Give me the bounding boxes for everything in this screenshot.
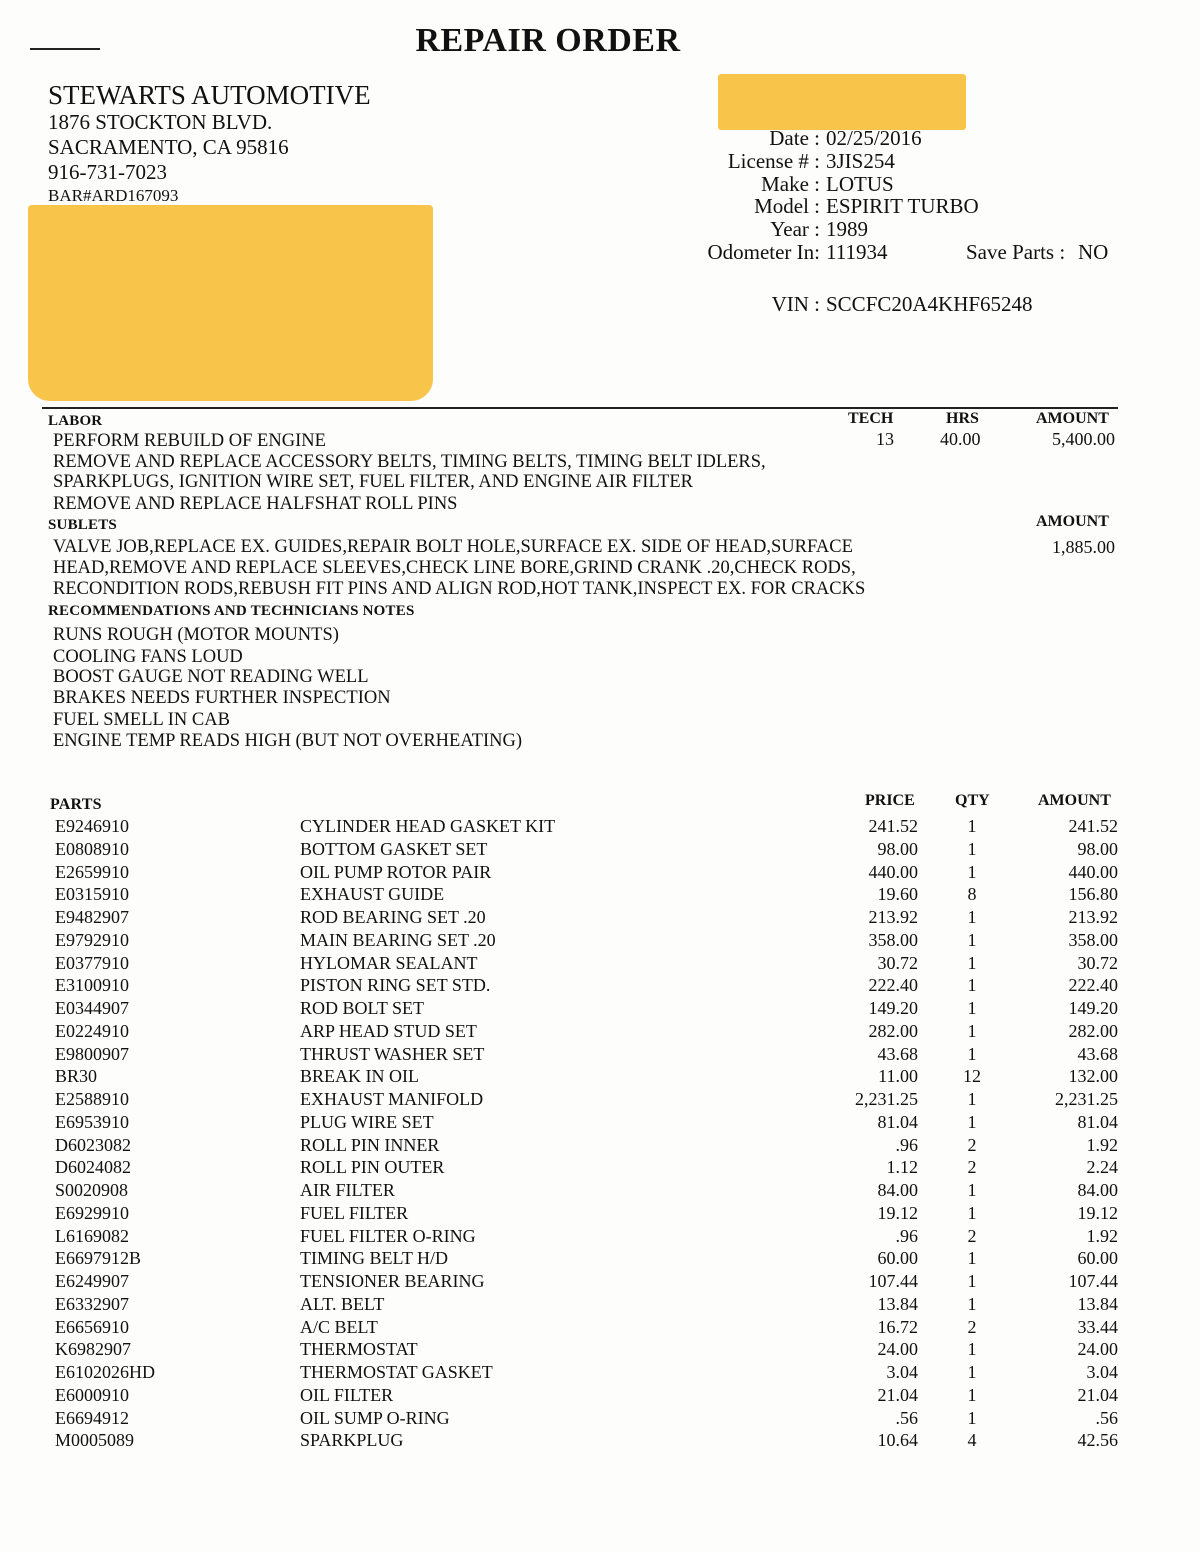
part-qty: 1 (967, 816, 977, 836)
part-price: 43.68 (877, 1043, 918, 1064)
part-qty: 8 (967, 884, 977, 905)
part-price: 13.84 (877, 1293, 918, 1314)
note-line: FUEL SMELL IN CAB (53, 710, 230, 730)
page-title: REPAIR ORDER (415, 22, 681, 59)
part-description: ROLL PIN INNER (300, 1134, 440, 1155)
part-description: ROD BOLT SET (300, 998, 425, 1018)
part-price: 98.00 (877, 838, 918, 859)
part-qty: 4 (967, 1430, 977, 1451)
part-description: PISTON RING SET STD. (300, 975, 491, 996)
part-amount: 241.52 (1068, 816, 1118, 836)
parts-row (0, 998, 1200, 1021)
parts-row (0, 1362, 1200, 1385)
part-description: OIL PUMP ROTOR PAIR (300, 861, 492, 882)
part-qty: 1 (967, 1407, 977, 1428)
part-price: 282.00 (868, 1020, 918, 1041)
part-number: E9792910 (55, 929, 129, 950)
parts-row (0, 1021, 1200, 1044)
shop-address-1: 1876 STOCKTON BLVD. (48, 110, 273, 134)
vin-label: VIN : (771, 292, 820, 316)
parts-row (0, 1044, 1200, 1067)
license-value: 3JIS254 (826, 149, 895, 173)
parts-row (0, 1135, 1200, 1158)
part-number: E9800907 (55, 1043, 129, 1064)
odometer-value: 111934 (826, 240, 888, 264)
parts-row (0, 1157, 1200, 1180)
part-amount: 84.00 (1077, 1180, 1118, 1200)
part-description: TIMING BELT H/D (300, 1248, 448, 1269)
parts-heading: PARTS (50, 796, 102, 813)
sublet-line: HEAD,REMOVE AND REPLACE SLEEVES,CHECK LINE BORE,GRIND CRANK .20,CHECK RODS, (53, 558, 856, 578)
part-description: ARP HEAD STUD SET (300, 1020, 477, 1041)
note-line: BRAKES NEEDS FURTHER INSPECTION (53, 688, 391, 708)
part-amount: 3.04 (1086, 1362, 1118, 1382)
license-label: License # : (727, 149, 820, 173)
redaction-sticker (718, 74, 966, 130)
labor-hrs-value: 40.00 (940, 429, 981, 449)
part-number: L6169082 (55, 1225, 129, 1246)
odometer-label: Odometer In: (707, 240, 820, 264)
parts-row (0, 1066, 1200, 1089)
part-description: SPARKPLUG (300, 1430, 404, 1451)
part-number: E6656910 (55, 1316, 129, 1337)
part-number: E6929910 (55, 1202, 129, 1223)
part-price: 10.64 (877, 1430, 918, 1451)
part-qty: 1 (967, 952, 977, 973)
part-description: BREAK IN OIL (300, 1066, 419, 1087)
part-price: 440.00 (868, 861, 918, 882)
sublets-heading: SUBLETS (48, 517, 117, 533)
part-description: FUEL FILTER (300, 1202, 409, 1223)
part-number: BR30 (55, 1066, 98, 1087)
part-qty: 2 (967, 1225, 977, 1246)
part-number: E3100910 (55, 975, 129, 996)
part-amount: 440.00 (1068, 861, 1118, 882)
part-amount: 2.24 (1086, 1157, 1118, 1178)
labor-tech-value: 13 (876, 429, 894, 449)
note-line: COOLING FANS LOUD (53, 647, 243, 667)
part-price: .96 (895, 1225, 918, 1246)
year-label: Year : (770, 217, 820, 241)
part-description: MAIN BEARING SET .20 (300, 929, 496, 950)
part-description: ALT. BELT (300, 1293, 385, 1314)
part-amount: 30.72 (1077, 952, 1118, 973)
part-price: 19.12 (877, 1202, 918, 1223)
part-description: PLUG WIRE SET (300, 1111, 434, 1132)
parts-row (0, 1203, 1200, 1226)
part-qty: 1 (967, 838, 977, 859)
parts-row (0, 1339, 1200, 1362)
part-amount: 60.00 (1077, 1248, 1118, 1269)
part-number: E6000910 (55, 1384, 129, 1405)
part-number: E9246910 (55, 816, 129, 836)
part-amount: 43.68 (1077, 1043, 1118, 1064)
part-qty: 1 (967, 1089, 977, 1109)
labor-line: REMOVE AND REPLACE ACCESSORY BELTS, TIMING BELTS, TIMING BELT IDLERS, (53, 452, 766, 472)
parts-row (0, 1112, 1200, 1135)
part-amount: 81.04 (1077, 1111, 1118, 1132)
parts-row (0, 1248, 1200, 1271)
part-number: K6982907 (55, 1339, 131, 1360)
part-qty: 1 (967, 1362, 977, 1382)
part-qty: 1 (967, 1384, 977, 1405)
part-number: D6023082 (55, 1134, 131, 1155)
shop-address-2: SACRAMENTO, CA 95816 (48, 135, 289, 159)
year-value: 1989 (826, 217, 868, 241)
part-description: EXHAUST GUIDE (300, 884, 445, 905)
sublet-line: RECONDITION RODS,REBUSH FIT PINS AND ALIGN ROD,HOT TANK,INSPECT EX. FOR CRACKS (53, 579, 866, 599)
parts-row (0, 1089, 1200, 1112)
part-amount: 107.44 (1068, 1271, 1118, 1291)
part-qty: 1 (967, 1293, 977, 1314)
part-description: EXHAUST MANIFOLD (300, 1089, 484, 1109)
part-price: 3.04 (886, 1362, 918, 1382)
parts-row (0, 953, 1200, 976)
part-number: E0344907 (55, 998, 129, 1018)
part-qty: 1 (967, 1043, 977, 1064)
labor-amount-value: 5,400.00 (1052, 429, 1115, 449)
part-amount: 213.92 (1068, 907, 1118, 927)
part-number: E2659910 (55, 861, 129, 882)
part-number: E0315910 (55, 884, 129, 905)
parts-row (0, 1180, 1200, 1203)
part-description: BOTTOM GASKET SET (300, 838, 488, 859)
part-amount: 358.00 (1068, 929, 1118, 950)
notes-heading: RECOMMENDATIONS AND TECHNICIANS NOTES (48, 603, 415, 619)
parts-row (0, 839, 1200, 862)
part-qty: 1 (967, 1180, 977, 1200)
part-amount: 98.00 (1077, 838, 1118, 859)
labor-hrs-header: HRS (946, 410, 979, 427)
part-number: E0224910 (55, 1020, 129, 1041)
part-amount: .56 (1095, 1407, 1118, 1428)
parts-qty-header: QTY (955, 792, 990, 809)
part-price: 16.72 (877, 1316, 918, 1337)
part-description: THRUST WASHER SET (300, 1043, 485, 1064)
part-qty: 2 (967, 1157, 977, 1178)
part-amount: 149.20 (1068, 998, 1118, 1018)
parts-row (0, 1271, 1200, 1294)
part-description: ROLL PIN OUTER (300, 1157, 445, 1178)
part-number: E6332907 (55, 1293, 129, 1314)
part-price: 149.20 (868, 998, 918, 1018)
part-amount: 24.00 (1077, 1339, 1118, 1360)
parts-amount-header: AMOUNT (1038, 792, 1111, 809)
part-price: 11.00 (878, 1066, 918, 1087)
part-price: 2,231.25 (855, 1089, 918, 1109)
part-amount: 1.92 (1086, 1225, 1118, 1246)
parts-row (0, 930, 1200, 953)
part-price: 107.44 (868, 1271, 918, 1291)
vin-value: SCCFC20A4KHF65248 (826, 292, 1033, 316)
part-number: E2588910 (55, 1089, 129, 1109)
part-price: 358.00 (868, 929, 918, 950)
part-price: 30.72 (877, 952, 918, 973)
parts-row (0, 862, 1200, 885)
part-description: THERMOSTAT GASKET (300, 1362, 493, 1382)
sublets-amount-value: 1,885.00 (1052, 537, 1115, 557)
part-amount: 19.12 (1077, 1202, 1118, 1223)
part-qty: 1 (967, 907, 977, 927)
part-qty: 2 (967, 1134, 977, 1155)
part-number: E6697912B (55, 1248, 142, 1269)
part-description: OIL SUMP O-RING (300, 1407, 450, 1428)
labor-tech-header: TECH (848, 410, 894, 427)
part-qty: 2 (967, 1316, 977, 1337)
model-value: ESPIRIT TURBO (826, 194, 979, 218)
redaction-sticker (28, 205, 433, 401)
part-price: 84.00 (877, 1180, 918, 1200)
part-qty: 1 (967, 1339, 977, 1360)
make-value: LOTUS (826, 172, 894, 196)
model-label: Model : (754, 194, 820, 218)
part-qty: 1 (967, 1248, 977, 1269)
part-price: 21.04 (877, 1384, 918, 1405)
part-number: E0377910 (55, 952, 129, 973)
date-value: 02/25/2016 (826, 126, 922, 150)
part-description: THERMOSTAT (300, 1339, 418, 1360)
parts-row (0, 1317, 1200, 1340)
part-number: E6694912 (55, 1407, 129, 1428)
part-number: E6249907 (55, 1271, 129, 1291)
labor-heading: LABOR (48, 413, 103, 429)
part-price: 81.04 (877, 1111, 918, 1132)
part-qty: 1 (967, 975, 977, 996)
part-number: S0020908 (55, 1180, 129, 1200)
part-description: FUEL FILTER O-RING (300, 1225, 476, 1246)
parts-row (0, 1226, 1200, 1249)
part-description: ROD BEARING SET .20 (300, 907, 486, 927)
sublets-amount-header: AMOUNT (1036, 513, 1109, 530)
parts-row (0, 907, 1200, 930)
part-number: E9482907 (55, 907, 129, 927)
part-amount: 282.00 (1068, 1020, 1118, 1041)
part-qty: 12 (963, 1066, 981, 1087)
parts-row (0, 1385, 1200, 1408)
sublet-line: VALVE JOB,REPLACE EX. GUIDES,REPAIR BOLT HOLE,SURFACE EX. SIDE OF HEAD,SURFACE (53, 537, 853, 557)
part-description: A/C BELT (300, 1316, 378, 1337)
part-number: E6102026HD (55, 1362, 155, 1382)
parts-row (0, 975, 1200, 998)
shop-name: STEWARTS AUTOMOTIVE (48, 80, 371, 110)
part-qty: 1 (967, 1111, 977, 1132)
make-label: Make : (761, 172, 820, 196)
part-price: 60.00 (877, 1248, 918, 1269)
part-price: .96 (895, 1134, 918, 1155)
note-line: RUNS ROUGH (MOTOR MOUNTS) (53, 625, 339, 645)
part-number: M0005089 (55, 1430, 135, 1451)
part-qty: 1 (967, 861, 977, 882)
labor-line: REMOVE AND REPLACE HALFSHAT ROLL PINS (53, 494, 458, 514)
date-label: Date : (769, 126, 820, 150)
part-description: OIL FILTER (300, 1384, 394, 1405)
part-price: 222.40 (868, 975, 918, 996)
part-description: CYLINDER HEAD GASKET KIT (300, 816, 556, 836)
part-amount: 156.80 (1068, 884, 1118, 905)
part-price: 241.52 (868, 816, 918, 836)
parts-row (0, 1430, 1200, 1453)
save-parts-value: NO (1078, 240, 1109, 264)
part-amount: 33.44 (1077, 1316, 1118, 1337)
labor-line: PERFORM REBUILD OF ENGINE (53, 431, 326, 451)
part-number: E6953910 (55, 1111, 129, 1132)
parts-price-header: PRICE (865, 792, 915, 809)
note-line: ENGINE TEMP READS HIGH (BUT NOT OVERHEATING) (53, 731, 522, 751)
shop-phone: 916-731-7023 (48, 160, 167, 184)
part-number: E0808910 (55, 838, 129, 859)
part-amount: 132.00 (1068, 1066, 1118, 1087)
part-qty: 1 (967, 929, 977, 950)
note-line: BOOST GAUGE NOT READING WELL (53, 667, 369, 687)
labor-amount-header: AMOUNT (1036, 410, 1109, 427)
part-amount: 21.04 (1077, 1384, 1118, 1405)
part-description: AIR FILTER (300, 1180, 395, 1200)
part-amount: 2,231.25 (1055, 1089, 1118, 1109)
part-qty: 1 (967, 1271, 977, 1291)
parts-row (0, 884, 1200, 907)
part-price: .56 (895, 1407, 918, 1428)
part-price: 213.92 (868, 907, 918, 927)
part-amount: 42.56 (1077, 1430, 1118, 1451)
shop-bar-number: BAR#ARD167093 (48, 186, 179, 205)
part-description: TENSIONER BEARING (300, 1271, 485, 1291)
parts-row (0, 816, 1200, 839)
part-price: 19.60 (877, 884, 918, 905)
part-amount: 13.84 (1077, 1293, 1118, 1314)
part-description: HYLOMAR SEALANT (300, 952, 478, 973)
part-price: 1.12 (886, 1157, 918, 1178)
part-amount: 222.40 (1068, 975, 1118, 996)
labor-line: SPARKPLUGS, IGNITION WIRE SET, FUEL FILTER, AND ENGINE AIR FILTER (53, 472, 693, 492)
parts-row (0, 1408, 1200, 1431)
section-divider (42, 407, 1118, 409)
part-qty: 1 (967, 1020, 977, 1041)
part-price: 24.00 (877, 1339, 918, 1360)
parts-row (0, 1294, 1200, 1317)
save-parts-label: Save Parts : (966, 240, 1066, 264)
part-qty: 1 (967, 998, 977, 1018)
part-amount: 1.92 (1086, 1134, 1118, 1155)
part-number: D6024082 (55, 1157, 131, 1178)
part-qty: 1 (967, 1202, 977, 1223)
